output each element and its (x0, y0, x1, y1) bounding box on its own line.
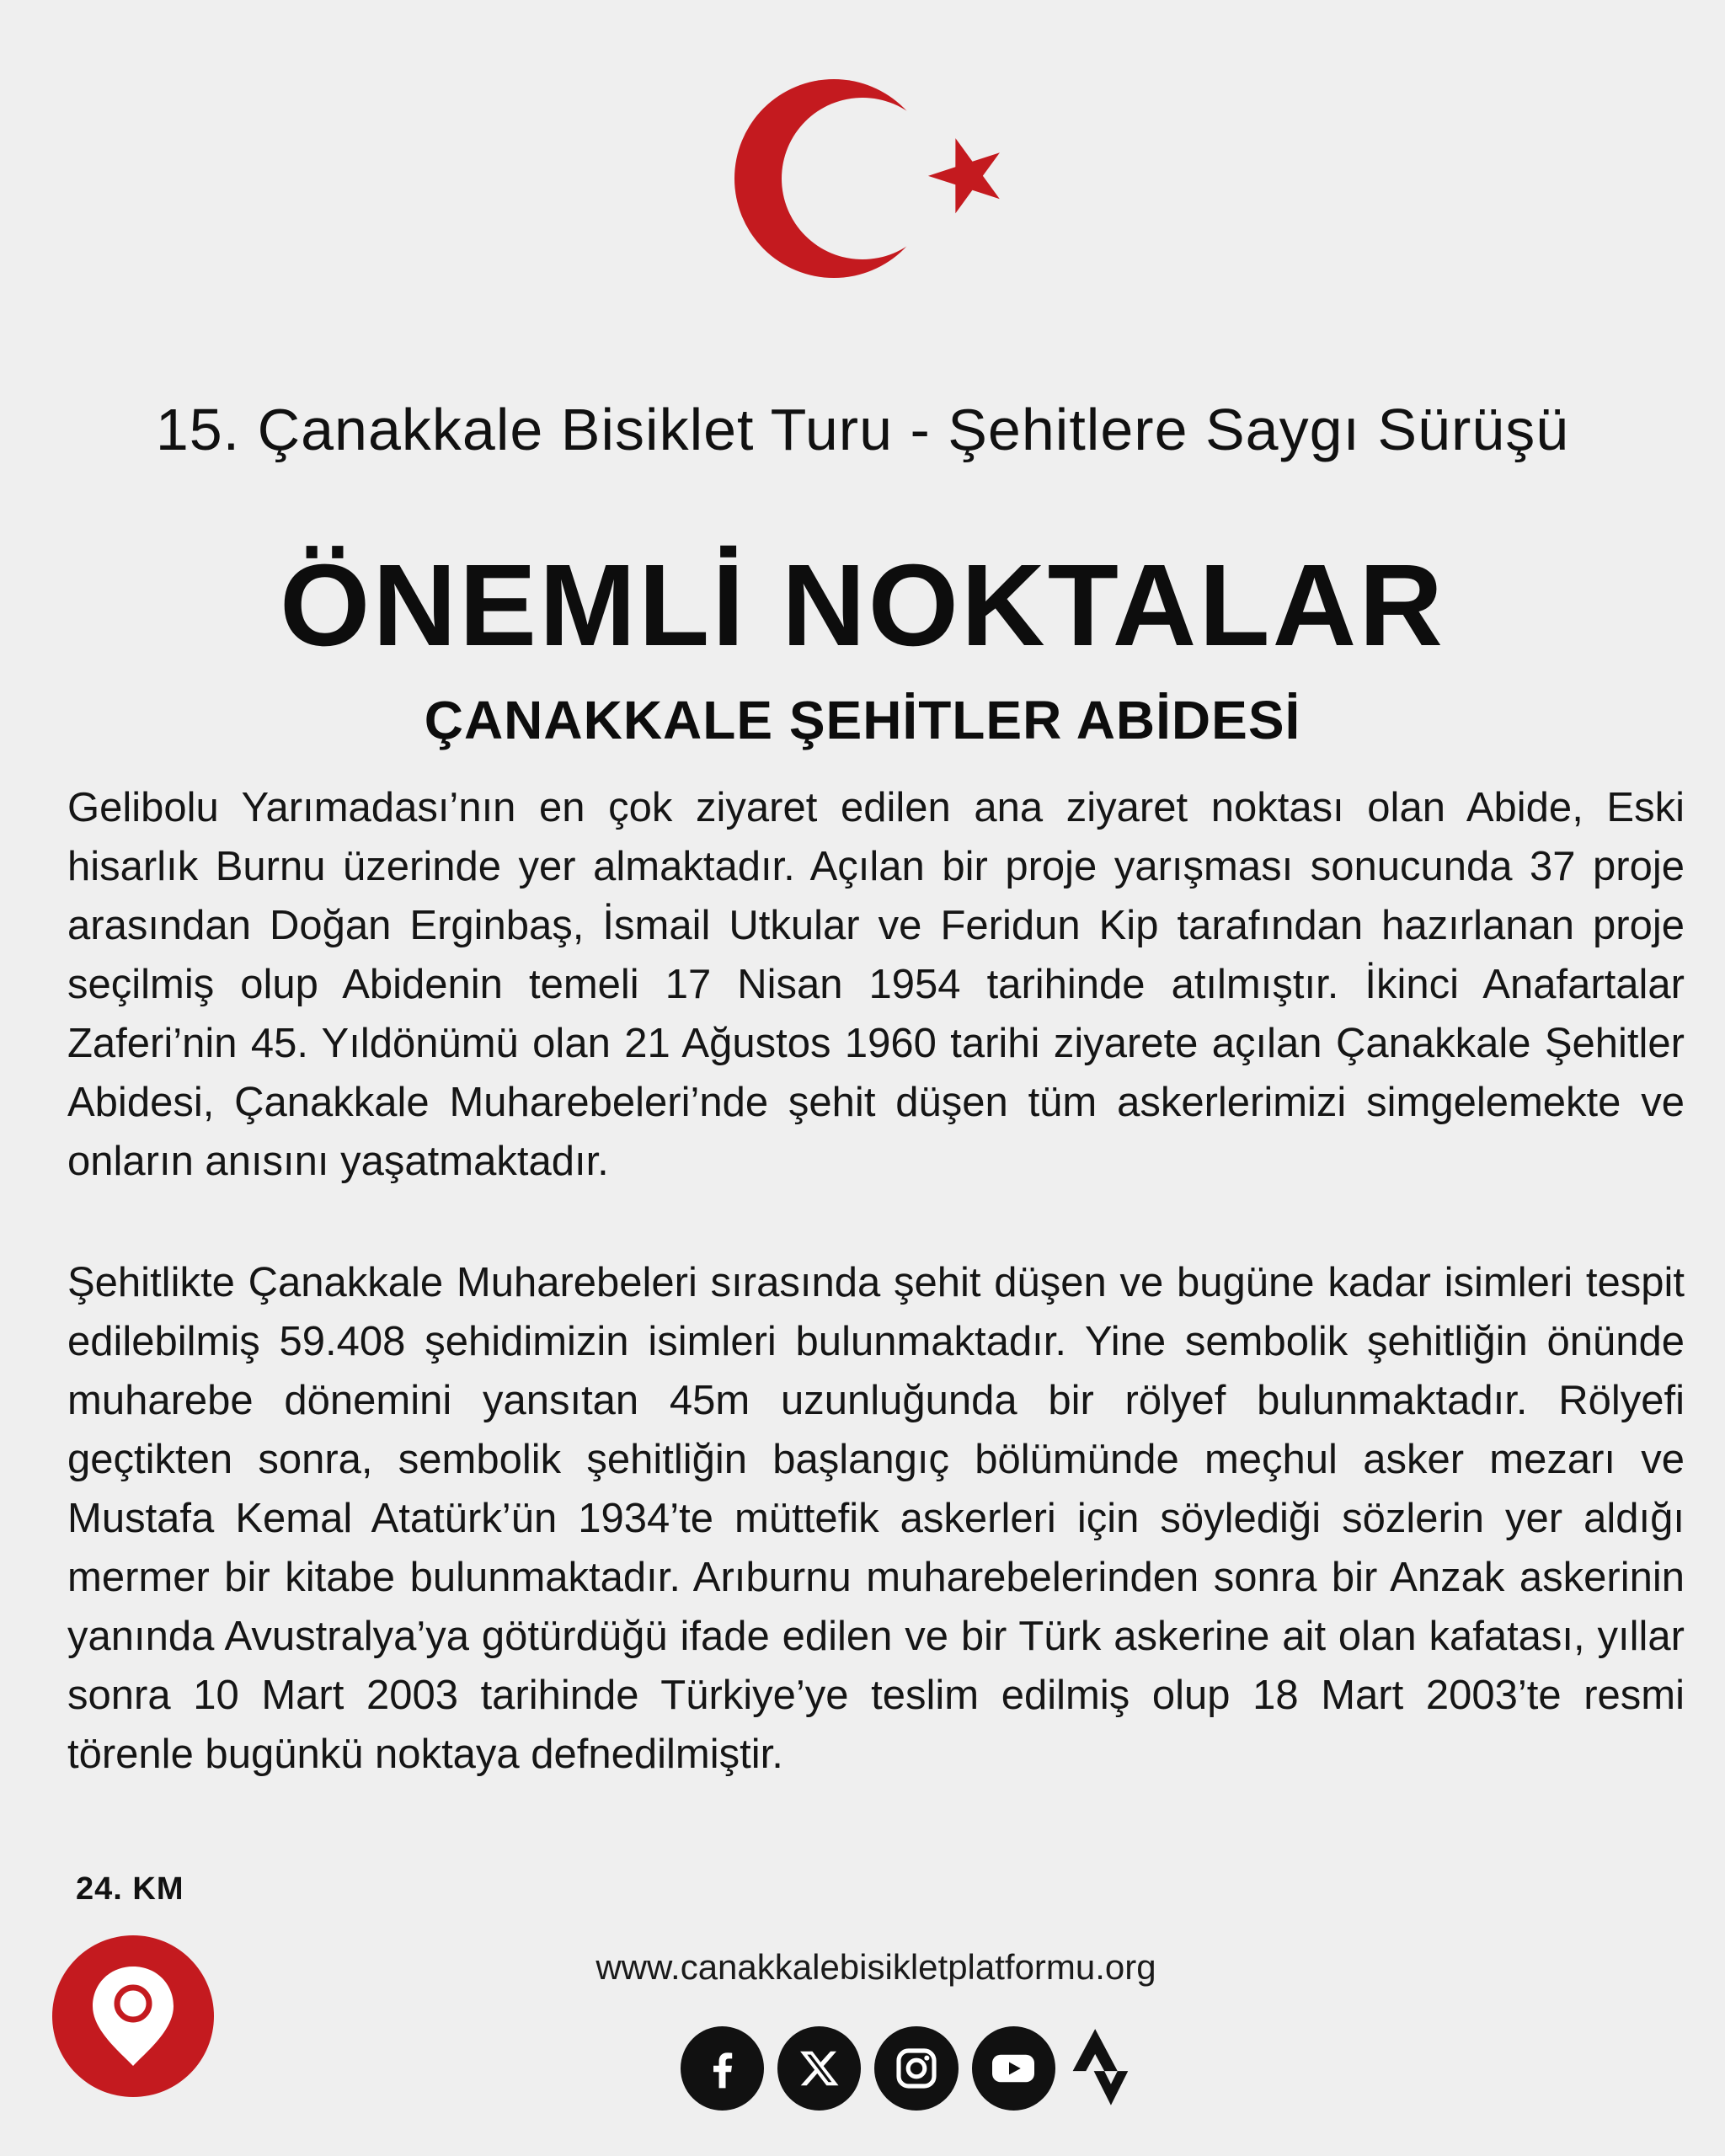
km-label: 24. KM (76, 1871, 184, 1907)
crescent-and-star-icon (733, 77, 1019, 280)
facebook-link[interactable] (681, 2026, 764, 2111)
section-title: ÇANAKKALE ŞEHİTLER ABİDESİ (424, 690, 1301, 750)
instagram-link[interactable] (874, 2026, 958, 2111)
youtube-icon (988, 2043, 1039, 2094)
facebook-icon (699, 2045, 746, 2092)
instagram-icon (893, 2045, 940, 2092)
event-title: 15. Çanakkale Bisiklet Turu - Şehitlere Saygı Sürüşü (155, 397, 1570, 462)
body-paragraph: Gelibolu Yarımadası’nın en çok ziyaret edilen ana ziyaret noktası olan Abide, Eski hisarlık Burnu üzerinde yer almaktadır. Açılan bir proje yarışması sonucunda 37 proje arasından Doğan Erginbaş, İsmail Utkular ve Feridun Kip tarafından hazırlanan proje seçilmiş olup Abidenin temeli 17 Nisan 1954 tarihinde atılmıştır. İkinci Anafartalar Zaferi’nin 45. Yıldönümü olan 21 Ağustos 1960 tarihi ziyarete açılan Çanakkale Şehitler Abidesi, Çanakkale Muharebeleri’nde şehit düşen tüm askerlerimizi simgelemekte ve onların anısını yaşatmaktadır. (67, 785, 1685, 1184)
social-links (681, 2025, 1135, 2112)
strava-icon (1070, 2026, 1134, 2111)
x-link[interactable] (777, 2026, 861, 2111)
page-title: ÖNEMLİ NOKTALAR (280, 541, 1445, 670)
body-paragraph: Şehitlikte Çanakkale Muharebeleri sırasında şehit düşen ve bugüne kadar isimleri tespit edilebilmiş 59.408 şehidimizin isimleri bulunmaktadır. Yine sembolik şehitliğin önünde muharebe dönemini yansıtan 45m uzunluğunda bir rölyef bulunmaktadır. Rölyefi geçtikten sonra, sembolik şehitliğin başlangıç bölümünde meçhul asker mezarı ve Mustafa Kemal Atatürk’ün 1934’te müttefik askerleri için söylediği sözlerin yer aldığı mermer bir kitabe bulunmaktadır. Arıburnu muharebelerinden sonra bir Anzak askerinin yanında Avustralya’ya götürdüğü ifade edilen ve bir Türk askerine ait olan kafatası, yıllar sonra 10 Mart 2003 tarihinde Türkiye’ye teslim edilmiş olup 18 Mart 2003’te resmi törenle bugünkü noktaya defnedilmiştir. (67, 1260, 1685, 1777)
website-link[interactable]: www.canakkalebisikletplatformu.org (595, 1947, 1156, 1987)
strava-link[interactable] (1069, 2026, 1135, 2111)
x-icon (797, 2046, 842, 2091)
youtube-link[interactable] (972, 2026, 1055, 2111)
